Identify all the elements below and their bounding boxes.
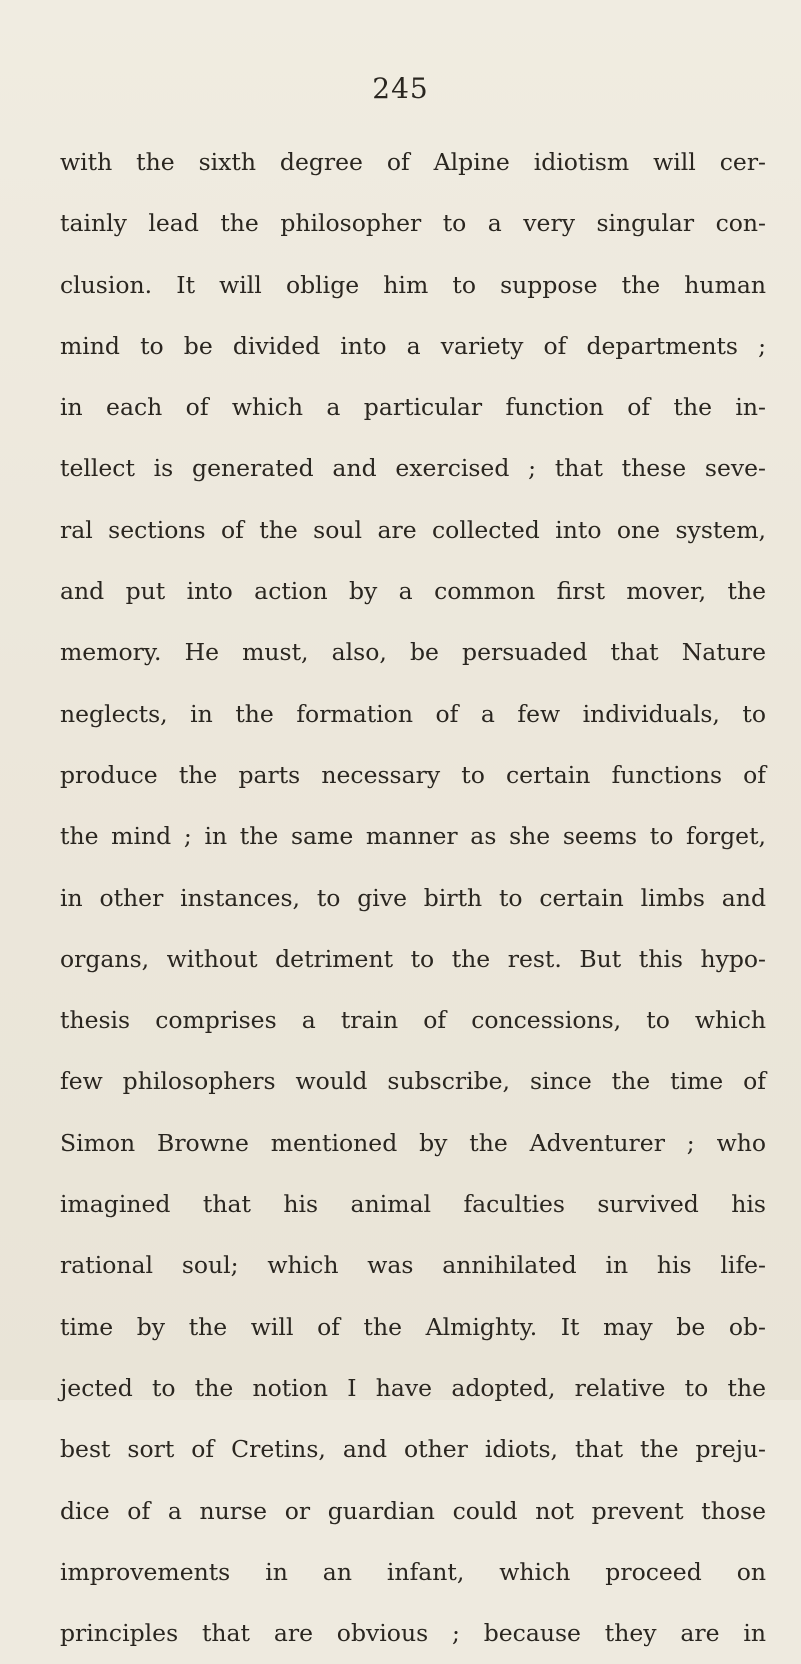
text-line: mind to be divided into a variety of departments ;: [60, 331, 766, 360]
text-line: tellect is generated and exercised ; that these seve-: [60, 454, 766, 483]
text-line: dice of a nurse or guardian could not prevent those: [60, 1496, 766, 1525]
text-line: tainly lead the philosopher to a very singular con-: [60, 209, 766, 238]
text-line: time by the will of the Almighty. It may be ob-: [60, 1312, 766, 1341]
text-line: in each of which a particular function of the in-: [60, 393, 766, 422]
text-line: few philosophers would subscribe, since the time of: [60, 1067, 766, 1096]
text-line: imagined that his animal faculties survived his: [60, 1190, 766, 1219]
text-line: rational soul; which was annihilated in his life-: [60, 1251, 766, 1280]
text-line: improvements in an infant, which proceed on: [60, 1557, 766, 1586]
text-line: ral sections of the soul are collected into one system,: [60, 515, 766, 544]
text-line: thesis comprises a train of concessions, to which: [60, 1006, 766, 1035]
text-line: neglects, in the formation of a few individuals, to: [60, 699, 766, 728]
text-line: jected to the notion I have adopted, relative to the: [60, 1373, 766, 1402]
text-line: the mind ; in the same manner as she seems to forget,: [60, 822, 766, 851]
body-text: [60, 132, 766, 1664]
text-line: principles that are obvious ; because they are in: [60, 1619, 766, 1648]
text-line: in other instances, to give birth to certain limbs and: [60, 883, 766, 912]
text-line: produce the parts necessary to certain functions of: [60, 760, 766, 789]
text-line: best sort of Cretins, and other idiots, that the preju-: [60, 1435, 766, 1464]
text-line: clusion. It will oblige him to suppose the human: [60, 270, 766, 299]
text-line: memory. He must, also, be persuaded that Nature: [60, 638, 766, 667]
text-line: with the sixth degree of Alpine idiotism will cer-: [60, 148, 766, 176]
text-line: and put into action by a common first mover, the: [60, 577, 766, 606]
text-line: organs, without detriment to the rest. But this hypo-: [60, 944, 766, 973]
text-line: Simon Browne mentioned by the Adventurer ; who: [60, 1128, 766, 1157]
page-number: 245: [372, 72, 429, 105]
